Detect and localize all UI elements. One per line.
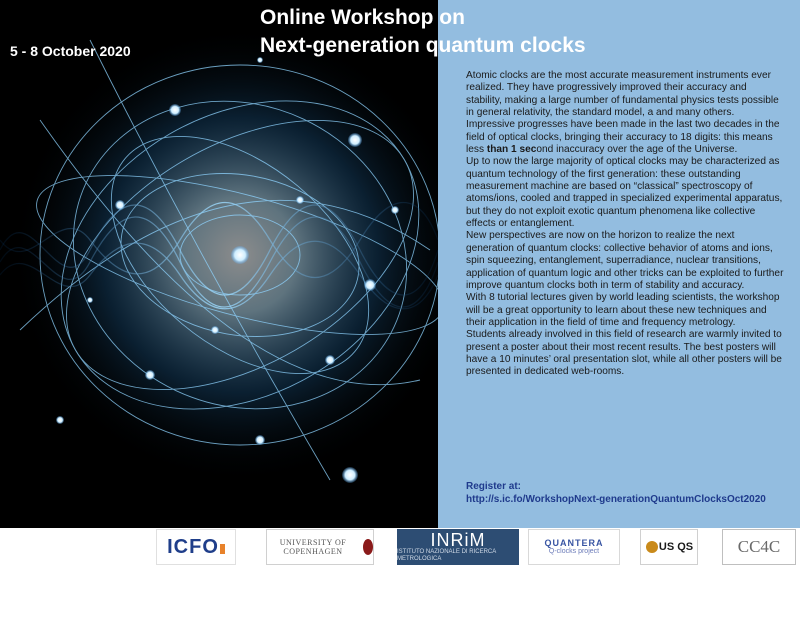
usqs-logo [640, 529, 698, 565]
paragraph-intro [466, 70, 784, 156]
workshop-description [466, 70, 784, 379]
quantum-art-image [0, 0, 438, 528]
register-link[interactable]: http://s.ic.fo/WorkshopNext-generationQuantumClocksOct2020 [466, 494, 766, 505]
workshop-title-line2: Next-generation quantum clocks [260, 34, 586, 57]
quantera-logo-text: QUANTERA [544, 538, 604, 548]
cc4c-logo-text: CC4C [737, 537, 781, 556]
inrim-logo [397, 529, 519, 565]
icfo-logo-text: ICFO [167, 535, 219, 558]
inrim-logo-text: INRiM [430, 530, 486, 550]
workshop-date: 5 - 8 October 2020 [10, 43, 131, 59]
icfo-mark-icon [220, 544, 225, 554]
copenhagen-logo [266, 529, 374, 565]
quantum-orbits-illustration [0, 0, 438, 528]
paragraph-first-generation: Up to now the large majority of optical clocks may be characterized as quantum technology of the first generation: these outstanding measurement machine are based on “classical” spectroscopy of atoms/ions, cooled and trapped in specialized experimental apparatus, but they do not exploit exotic quantum phenomena like collective effects or entanglement. [466, 156, 783, 230]
usqs-logo-text: US QS [658, 541, 694, 553]
quantera-logo [528, 529, 620, 565]
paragraph-intro-bold: than 1 sec [486, 144, 537, 156]
register-label: Register at: [466, 481, 522, 492]
paragraph-tutorials: With 8 tutorial lectures given by world leading scientists, the workshop will be a great opportunity to learn about these new techniques and their application in the field of time and frequency metrology. [466, 292, 780, 328]
usqs-globe-icon [646, 541, 658, 553]
copenhagen-logo-text: UNIVERSITY OF COPENHAGEN [279, 538, 347, 556]
paragraph-new-perspectives: New perspectives are now on the horizon to realize the next generation of quantum clocks: collective behavior of atoms and ions, spin squeezing, entanglement, superradiance, nuclear transitions, application of quantum logic and other tricks can be exploited to further improve quantum clocks both in term of stability and accuracy. [466, 230, 784, 291]
inrim-logo-subtitle: ISTITUTO NAZIONALE DI RICERCA METROLOGICA [397, 549, 496, 562]
quantera-logo-subtitle: Q-clocks project [548, 548, 600, 555]
registration-block [466, 480, 796, 506]
icfo-logo [156, 529, 236, 565]
paragraph-posters: Students already involved in this field of research are warmly invited to present a poster about their most recent results. The best posters will have a 10 minutes’ oral presentation slot, while all other posters will be presented in dedicated web-rooms. [466, 329, 782, 378]
copenhagen-seal-icon [363, 539, 373, 555]
cc4c-logo [722, 529, 796, 565]
workshop-title-line1: Online Workshop on [260, 6, 465, 29]
paragraph-intro-text: Atomic clocks are the most accurate measurement instruments ever realized. They have progressively improved their accuracy and stability, making a large number of fundamental physics tests possible in general relativity, the standard model, a and many others. Impressive progresses have been made in the last two decades in the field of optical clocks, bringing their accuracy to 18 digits: this means less [466, 70, 780, 156]
paragraph-intro-text-end: ond inaccuracy over the age of the Universe. [536, 144, 738, 156]
